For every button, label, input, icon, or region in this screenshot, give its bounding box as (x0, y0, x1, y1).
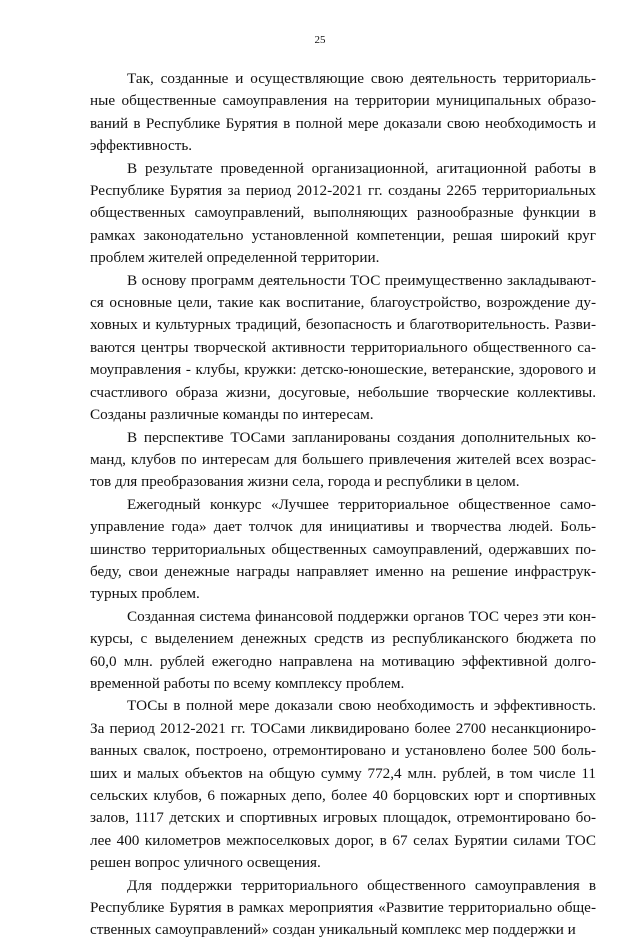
paragraph-financial-support: Созданная система финансовой поддержки органов ТОС через эти конкурсы, с выделением денежных средств из республиканского бюджета по 60,0 млн. рублей ежегодно направлена на мотивацию эффективной долговременной работы по всему комплексу проблем. (90, 607, 596, 692)
paragraph-tos-created: В результате проведенной организационной, агитационной работы в Республике Бурятия за период 2012-2021 гг. созданы 2265 территориальных общественных самоуправлений, выполняющих разнообразные функции в рамках законодательно установленной компетенции, решая широкий круг проблем жителей определенной территории. (90, 159, 596, 267)
document-body (90, 68, 596, 942)
paragraph-future-plans: В перспективе ТОСами запланированы создания дополнительных команд, клубов по интересам для большего привлечения жителей всех возрастов для преобразования жизни села, города и республики в целом. (90, 428, 596, 491)
page-number: 25 (314, 34, 326, 46)
paragraph-annual-contest: Ежегодный конкурс «Лучшее территориальное общественное самоуправление года» дает толчок для инициативы и творчества людей. Большинство территориальных общественных самоуправлений, одержавших победу, свои денежные награды направляет именно на решение инфраструктурных проблем. (90, 495, 596, 603)
paragraph-results: ТОСы в полной мере доказали свою необходимость и эффективность. За период 2012-2021 гг. ТОСами ликвидировано более 2700 несанкционированных свалок, построено, отремонтировано и установлено более 500 больших и малых объектов на общую сумму 772,4 млн. рублей, в том числе 11 сельских клубов, 6 пожарных депо, более 40 борцовских юрт и спортивных залов, 1117 детских и спортивных игровых площадок, отремонтировано более 400 километров межпоселковых дорог, в 67 селах Бурятии силами ТОС решен вопрос уличного освещения. (90, 697, 596, 872)
paragraph-program-goals: В основу программ деятельности ТОС преимущественно закладываются основные цели, такие как воспитание, благоустройство, возрождение духовных и культурных традиций, безопасность и благотворительность. Развиваются центры творческой активности территориального общественного самоуправления - клубы, кружки: детско-юношеские, ветеранские, здорового и счастливого образа жизни, досуговые, небольшие творческие коллективы. Созданы различные команды по интересам. (90, 271, 596, 424)
paragraph-support-measures: Для поддержки территориального общественного самоуправления в Республике Бурятия в рамках мероприятия «Развитие территориально общественных самоуправлений» создан уникальный комплекс мер поддержки и (90, 876, 596, 939)
paragraph-tos-effectiveness: Так, созданные и осуществляющие свою деятельность территориальные общественные самоуправления на территории муниципальных образований в Республике Бурятия в полной мере доказали свою необходимость и эффективность. (90, 70, 596, 155)
